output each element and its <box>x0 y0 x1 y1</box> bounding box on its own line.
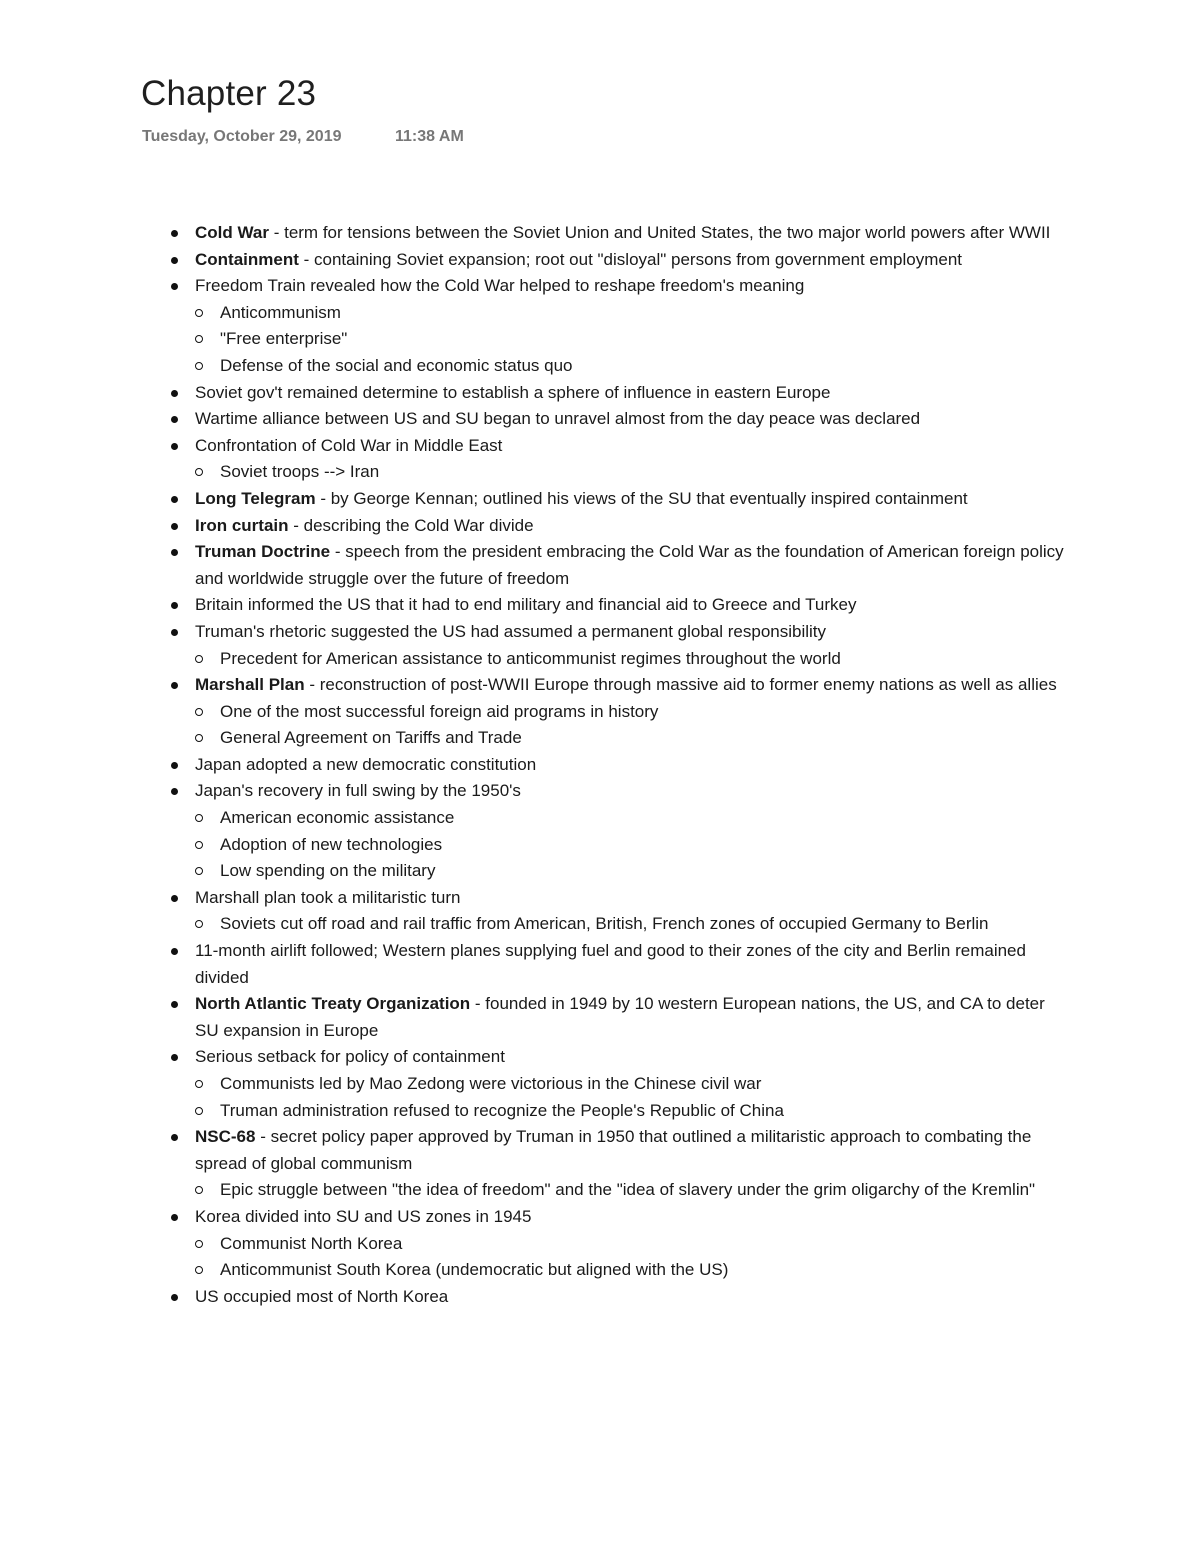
note-sublist <box>168 1177 1068 1204</box>
note-item <box>168 513 1068 540</box>
note-subitem: Truman administration refused to recognize the People's Republic of China <box>168 1098 1068 1125</box>
note-text: Korea divided into SU and US zones in 1945 <box>195 1206 532 1226</box>
note-text: Confrontation of Cold War in Middle East <box>195 435 503 455</box>
note-sublist <box>168 805 1068 885</box>
note-text: - secret policy paper approved by Truman in 1950 that outlined a militaristic approach to combating the spread of global communism <box>195 1127 1032 1173</box>
note-item <box>168 220 1068 247</box>
note-subitem: Soviet troops --> Iran <box>168 459 1068 486</box>
note-subitem: Epic struggle between "the idea of freedom" and the "idea of slavery under the grim oligarchy of the Kremlin" <box>168 1177 1068 1204</box>
note-time: 11:38 AM <box>395 128 464 145</box>
note-item <box>168 486 1068 513</box>
note-subitem: Soviets cut off road and rail traffic from American, British, French zones of occupied Germany to Berlin <box>168 911 1068 938</box>
note-subgroup <box>168 1071 1068 1124</box>
note-term: Long Telegram <box>195 488 316 508</box>
note-term: Iron curtain <box>195 515 289 535</box>
note-term: Truman Doctrine <box>195 542 331 562</box>
note-sublist <box>168 646 1068 673</box>
note-subitem: Defense of the social and economic status quo <box>168 353 1068 380</box>
note-subitem: Communist North Korea <box>168 1231 1068 1258</box>
notes-list <box>168 220 1068 1310</box>
note-item <box>168 885 1068 912</box>
note-text: Marshall plan took a militaristic turn <box>195 887 461 907</box>
note-subitem: General Agreement on Tariffs and Trade <box>168 725 1068 752</box>
note-subgroup <box>168 911 1068 938</box>
note-sublist <box>168 1071 1068 1124</box>
note-subgroup <box>168 459 1068 486</box>
note-item <box>168 380 1068 407</box>
note-text: US occupied most of North Korea <box>195 1286 449 1306</box>
note-subgroup <box>168 805 1068 885</box>
note-text: - speech from the president embracing the Cold War as the foundation of American foreign policy and worldwide struggle over the future of freedom <box>195 542 1064 588</box>
note-text: - by George Kennan; outlined his views of the SU that eventually inspired containment <box>315 488 968 508</box>
note-subitem: Low spending on the military <box>168 858 1068 885</box>
note-sublist <box>168 300 1068 380</box>
note-item <box>168 619 1068 646</box>
note-item <box>168 991 1068 1044</box>
note-item <box>168 778 1068 805</box>
note-item <box>168 592 1068 619</box>
note-subgroup <box>168 646 1068 673</box>
note-term: NSC-68 <box>195 1127 256 1147</box>
note-date: Tuesday, October 29, 2019 <box>142 128 342 145</box>
note-item <box>168 1284 1068 1311</box>
note-text: Japan adopted a new democratic constitution <box>195 754 537 774</box>
note-timestamp <box>142 128 464 146</box>
note-subitem: Anticommunist South Korea (undemocratic but aligned with the US) <box>168 1257 1068 1284</box>
note-sublist <box>168 911 1068 938</box>
note-subitem: One of the most successful foreign aid programs in history <box>168 699 1068 726</box>
note-sublist <box>168 699 1068 752</box>
note-text: 11-month airlift followed; Western planes supplying fuel and good to their zones of the city and Berlin remained divided <box>195 941 1026 987</box>
note-item <box>168 406 1068 433</box>
note-text: - containing Soviet expansion; root out "disloyal" persons from government employment <box>298 249 963 269</box>
note-subitem: American economic assistance <box>168 805 1068 832</box>
note-item <box>168 752 1068 779</box>
note-subgroup <box>168 1177 1068 1204</box>
note-subitem: Adoption of new technologies <box>168 832 1068 859</box>
note-item <box>168 938 1068 991</box>
note-sublist <box>168 1231 1068 1284</box>
note-subgroup <box>168 300 1068 380</box>
page-title: Chapter 23 <box>141 74 317 113</box>
note-item <box>168 433 1068 460</box>
note-item <box>168 1044 1068 1071</box>
note-text: Japan's recovery in full swing by the 1950's <box>195 781 521 801</box>
note-item <box>168 247 1068 274</box>
note-text: Truman's rhetoric suggested the US had assumed a permanent global responsibility <box>195 621 827 641</box>
note-text: - describing the Cold War divide <box>288 515 534 535</box>
note-term: Cold War <box>195 223 269 242</box>
note-sublist <box>168 459 1068 486</box>
note-subgroup <box>168 699 1068 752</box>
note-subgroup <box>168 1231 1068 1284</box>
note-text: Serious setback for policy of containment <box>195 1047 505 1067</box>
note-subitem: Precedent for American assistance to anticommunist regimes throughout the world <box>168 646 1068 673</box>
note-term: Marshall Plan <box>195 675 305 695</box>
note-item <box>168 539 1068 592</box>
note-item <box>168 1204 1068 1231</box>
note-term: North Atlantic Treaty Organization <box>195 994 471 1014</box>
note-subitem: Communists led by Mao Zedong were victorious in the Chinese civil war <box>168 1071 1068 1098</box>
note-text: - reconstruction of post-WWII Europe through massive aid to former enemy nations as well as allies <box>304 675 1057 695</box>
note-text: Britain informed the US that it had to end military and financial aid to Greece and Turkey <box>195 595 857 615</box>
note-item <box>168 1124 1068 1177</box>
note-item <box>168 672 1068 699</box>
note-term: Containment <box>195 249 299 269</box>
note-text: Soviet gov't remained determine to establish a sphere of influence in eastern Europe <box>195 382 831 402</box>
note-text: Freedom Train revealed how the Cold War helped to reshape freedom's meaning <box>195 276 805 296</box>
note-subitem: Anticommunism <box>168 300 1068 327</box>
note-text: - founded in 1949 by 10 western European nations, the US, and CA to deter SU expansion in Europe <box>195 994 1045 1040</box>
note-text: Wartime alliance between US and SU began to unravel almost from the day peace was declared <box>195 409 921 429</box>
note-item <box>168 273 1068 300</box>
note-text: - term for tensions between the Soviet Union and United States, the two major world powers after WWII <box>268 223 1051 242</box>
note-subitem: "Free enterprise" <box>168 326 1068 353</box>
